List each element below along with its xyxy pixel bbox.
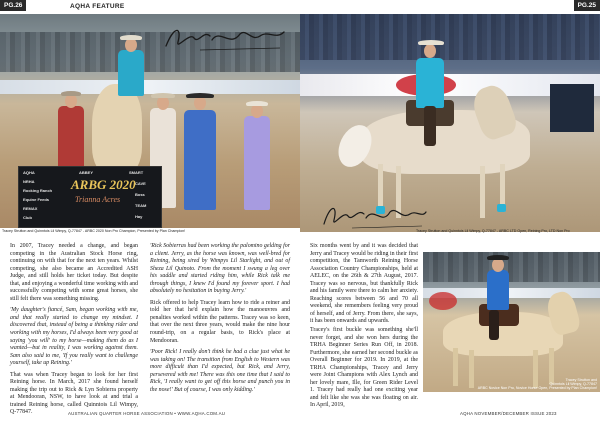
arena-photo-small: [423, 252, 600, 392]
right-footer: AQHA NOVEMBER/DECEMBER ISSUE 2023: [460, 411, 557, 416]
article-column-2: [150, 243, 290, 398]
sponsor-logo: AQHA: [23, 170, 35, 175]
right-page: [300, 0, 600, 14]
rider-figure: [416, 58, 444, 108]
article-paragraph: Six months went by and it was decided that Jerry and Tracey would be riding in their first competition, the Tamworth Reining Horse Association Country Championships, held at AELEC, on the 26th & 27th August, 2017. Tracey was so nervous, but thankfully Rick and his family were there to calm her anxiety. Reaching scores between 56 and 70 all weekend, she remembers feeling very proud of herself, and of Jerry. From there, she says, it has been onwards and upwards.: [310, 243, 418, 325]
rider-figure: [118, 50, 144, 96]
article-quote: 'My daughter's fiancé, Sam, began working with me, and that really started to change my mindset. I discovered that, instead of being a thinking rider and working with my horses, I'd always been very good at saying 'you will' to my horse—making them do as I wanted—but in reality, I was working against them. Sam also said to me, 'If you really want to challenge yourself, take up Reining.': [10, 307, 138, 367]
left-header: [0, 0, 300, 14]
rider-figure: [487, 270, 509, 310]
photo-3-caption-line: Tracey Strutton and: [565, 378, 597, 382]
sponsor-logo: CAVE: [135, 181, 146, 186]
sponsor-board: [18, 166, 162, 228]
sponsor-board-subtitle: Trianna Acres: [75, 195, 121, 204]
signature-overlay: [318, 198, 428, 236]
photo-2-caption: Tracey Strutton and Quinntois Lil Wimpy, Q-77847 - ARBC LTD Open, Reining Pro, LTD Non Pro: [416, 229, 570, 233]
left-footer: AUSTRALIAN QUARTER HORSE ASSOCIATION • WWW.AQHA.COM.AU: [68, 411, 226, 416]
sponsor-logo: TEAM: [135, 203, 147, 208]
article-column-1: [10, 243, 138, 421]
sponsor-logo: ABBEY: [79, 170, 94, 175]
signature-overlay: [160, 18, 290, 58]
sponsor-logo: REMAX: [23, 206, 38, 211]
right-page-number: PG.25: [574, 0, 600, 11]
sponsor-logo: Boss: [135, 192, 145, 197]
left-page-number: PG.26: [0, 0, 26, 11]
person-figure: [184, 110, 216, 210]
photo-3-caption-line: Quinntois Lil Wimpy, Q-77847: [549, 382, 597, 386]
article-column-4: [310, 327, 418, 414]
sponsor-board-title: ARBG 2020: [71, 177, 136, 192]
sponsor-logo: Rocking Ranch: [23, 188, 53, 193]
photo-1-caption: Tracey Strutton and Quinntois Lil Wimpy, Q-77847 - ARBC 2020 Non Pro Champion, Presented by Plan Champion!: [2, 229, 186, 233]
section-label: AQHA FEATURE: [70, 3, 125, 10]
article-paragraph: That was when Tracey began to look for her first Reining horse. In March, 2017 she found herself making the trip out to Rick & Lyn Sobierra property at Mendooran, NSW, to have look at and trial a trained Reining horse, called Quinntois Lil Wimpy, Q-77847.: [10, 371, 138, 416]
horse-figure: [92, 84, 142, 174]
photo-3-caption: [478, 378, 597, 390]
sponsor-logo: Hay: [135, 214, 143, 219]
article-quote: 'Poor Rick! I really don't think he had a clue just what he was taking on! The transition from English to Western was more difficult than I'd expected, but Rick, and Jerry, persevered with me! There was this one time that I said to Rick, 'I really want to get off this horse and punch you in the nose!' But of course, I was only kidding.': [150, 349, 290, 393]
sponsor-logo: Club: [23, 215, 32, 220]
article-paragraph: In 2007, Tracey needed a change, and began competing in the Australian Stock Horse ring, continuing on with that for the next ten years. Whilst competing, she also became an Accredited ASH Judge, and still holds her ticket today. But despite that, and enjoying a wonderful time working with and successfully competing with some great horses, she still felt there was something missing.: [10, 243, 138, 302]
photo-3-caption-line: ARBC Novice Non Pro, Novice Horse Open, Presented by Plan Champion!: [477, 386, 597, 390]
sponsor-logo: NRHA: [23, 179, 35, 184]
right-header: [300, 0, 600, 14]
article-quote: 'Rick Sobierras had been working the palomino gelding for a client. Jerry, as the horse was known, was well-bred for Reining, being sired by Wimpys Lil Starlight, and out of Sheza Lil Quinoto. From the moment I swung a leg over his saddle and started riding him, while Rick talk me through things, I knew I'd found my forever sport. I had absolutely no hesitation in buying Jerry.': [150, 243, 290, 295]
article-paragraph: Tracey's first buckle was something she'll never forget, and she won hers during the TRHA Beginner Series Run Off, in 2018. Furthermore, she earned her second buckle as Overall Beginner for 2019. In 2019, at the TRHA Championships, Tracey and Jerry were Joint Champions with Alex Lynch and her lovely mare, Ille, for Green Rider Level 1. Tracey had really had one exciting year and felt like she was she was floating on air. In April, 2019,: [310, 327, 418, 409]
sponsor-logo: Equine Feeds: [23, 197, 50, 202]
article-paragraph: Rick offered to help Tracey learn how to ride a reiner and told her that he'd explain how the manoeuvres and penalties worked within the patterns. Tracey was so keen, that over the next three years, would make the nine hour round-trip, on a regular basis, to Rick's place at Mendooran.: [150, 299, 290, 344]
person-figure: [244, 116, 270, 210]
article-column-3: [310, 243, 418, 330]
sponsor-logo: SMART: [129, 170, 144, 175]
